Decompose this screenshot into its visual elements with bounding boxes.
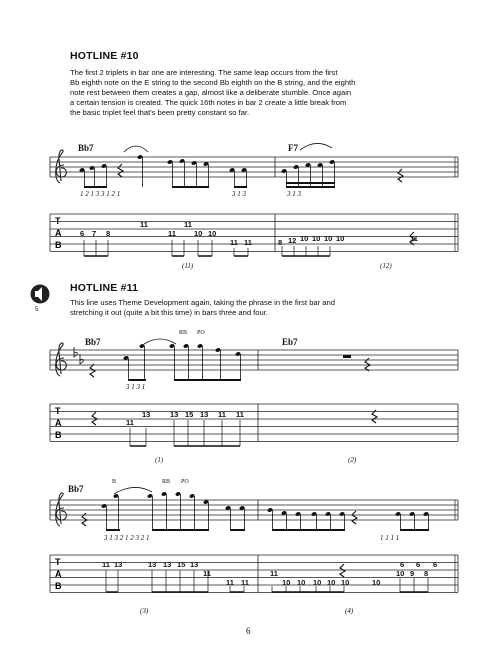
tab-fret: 10 <box>396 569 405 578</box>
tab-clef-letter: A <box>55 418 62 428</box>
tab-fret: 10 <box>282 578 291 587</box>
bar-number: (3) <box>140 607 149 615</box>
fingering-row: 3 1 3 1 <box>126 383 146 391</box>
tab-fret: 11 <box>410 234 418 243</box>
tab-fret: 6 <box>400 560 405 569</box>
cd-track-number: 5 <box>35 307 39 313</box>
tab-fret: 10 <box>372 578 381 587</box>
slur <box>300 143 332 150</box>
tab-fret: 11 <box>168 229 176 238</box>
tab-fret: 11 <box>230 238 238 247</box>
tab-fret: 10 <box>312 234 321 243</box>
bar-number: (4) <box>345 607 354 615</box>
bend-label: PO <box>181 479 189 485</box>
slur <box>114 487 152 494</box>
chord-symbol: Bb7 <box>85 337 101 347</box>
paragraph-line: a certain tension is created. The quick 16th notes in bar 2 create a little break from <box>70 98 347 107</box>
fingering-row: 3 1 3 <box>287 190 301 198</box>
tab-fret: 11 <box>126 418 134 427</box>
tab-fret: 10 <box>324 234 333 243</box>
rest-icon <box>372 410 377 423</box>
tab-fret: 11 <box>203 569 211 578</box>
tab-fret: 10 <box>336 234 345 243</box>
tab-clef-letter: A <box>55 569 62 579</box>
chord-symbol: Eb7 <box>282 337 298 347</box>
treble-clef-icon <box>56 493 67 526</box>
tab-clef-letter: T <box>55 406 61 416</box>
tab-fret: 13 <box>163 560 172 569</box>
bend-label: RB <box>162 479 171 485</box>
chord-symbol: F7 <box>288 143 298 153</box>
tab-clef-letter: T <box>55 216 61 226</box>
fingering-row: 3 1 3 <box>232 190 246 198</box>
paragraph-line: Bb eighth note on the E string to the second Bb eighth on the B string, and the eighth <box>70 78 356 87</box>
tab-fret: 10 <box>313 578 322 587</box>
tab-fret: 11 <box>218 410 226 419</box>
treble-clef-icon <box>56 150 67 183</box>
bar-number: (12) <box>380 262 392 270</box>
chord-symbol: Bb7 <box>78 143 94 153</box>
page-number: 6 <box>246 626 251 636</box>
fingering-row: 3 1 3 2 1 2 3 2 1 <box>104 534 150 542</box>
tab-fret: 11 <box>244 238 252 247</box>
tab-fret: 10 <box>194 229 203 238</box>
bend-label: RB <box>179 330 188 336</box>
tab-fret: 12 <box>288 236 297 245</box>
fingering-row: 1 2 1 3 3 1 2 1 <box>80 190 121 198</box>
tab-fret: 11 <box>270 569 278 578</box>
tab-fret: 10 <box>300 234 309 243</box>
rest-icon <box>410 232 415 245</box>
tab-fret: 10 <box>208 229 217 238</box>
tab-fret: 8 <box>106 229 111 238</box>
bend-label: PO <box>197 330 205 336</box>
tab-fret: 8 <box>278 238 283 247</box>
slur <box>124 146 148 152</box>
hotline-10-title: HOTLINE #10 <box>70 50 139 62</box>
tab-clef-letter: A <box>55 228 62 238</box>
tab-fret: 10 <box>341 578 350 587</box>
tab-fret: 13 <box>190 560 199 569</box>
slur <box>144 339 176 344</box>
rest-icon <box>343 355 351 358</box>
rest-icon <box>340 564 345 577</box>
tab-fret: 13 <box>114 560 123 569</box>
rest-icon <box>352 511 357 524</box>
tab-fret: 10 <box>297 578 306 587</box>
tab-fret: 8 <box>424 569 429 578</box>
bar-number: (2) <box>348 456 357 464</box>
tab-fret: 13 <box>200 410 209 419</box>
tab-fret: 13 <box>142 410 151 419</box>
bar-number: (11) <box>182 262 194 270</box>
hotline-11-title: HOTLINE #11 <box>70 282 139 294</box>
treble-clef-icon <box>56 343 67 376</box>
tab-fret: 6 <box>416 560 421 569</box>
paragraph-line: note rest between them creates a gap, almost like a deliberate stumble. Once again <box>70 88 352 97</box>
tab-fret: 6 <box>433 560 438 569</box>
bar-number: (1) <box>155 456 164 464</box>
tab-fret: 11 <box>102 560 110 569</box>
tab-fret: 6 <box>80 229 85 238</box>
flat-sign-icon <box>74 347 77 357</box>
rest-icon <box>92 412 97 425</box>
tab-fret: 11 <box>236 410 244 419</box>
chord-symbol: Bb7 <box>68 484 84 494</box>
tab-fret: 11 <box>184 220 192 229</box>
paragraph-line: This line uses Theme Development again, taking the phrase in the first bar and <box>70 298 335 307</box>
flat-sign-icon <box>80 354 83 364</box>
rest-icon <box>398 169 403 182</box>
tab-clef-letter: B <box>55 240 62 250</box>
tab-fret: 11 <box>140 220 148 229</box>
tab-fret: 9 <box>410 569 415 578</box>
tab-fret: 11 <box>241 578 249 587</box>
tab-clef-letter: B <box>55 430 62 440</box>
tab-fret: 13 <box>170 410 179 419</box>
tab-fret: 15 <box>185 410 194 419</box>
fingering-row: 1 1 1 1 <box>380 534 400 542</box>
paragraph-line: the basic triplet feel that's been pretty constant so far. <box>70 108 250 117</box>
tab-clef-letter: B <box>55 581 62 591</box>
rest-icon <box>118 164 123 177</box>
rest-icon <box>90 364 95 377</box>
tab-fret: 13 <box>148 560 157 569</box>
tab-fret: 15 <box>177 560 186 569</box>
tab-fret: 11 <box>226 578 234 587</box>
tab-fret: 10 <box>327 578 336 587</box>
tab-clef-letter: T <box>55 557 61 567</box>
paragraph-line: The first 2 triplets in bar one are interesting. The same leap occurs from the first <box>70 68 338 77</box>
bend-label: B <box>112 479 117 485</box>
tab-fret: 7 <box>92 229 97 238</box>
paragraph-line: stretching it out (quite a bit this time) in bars three and four. <box>70 308 268 317</box>
